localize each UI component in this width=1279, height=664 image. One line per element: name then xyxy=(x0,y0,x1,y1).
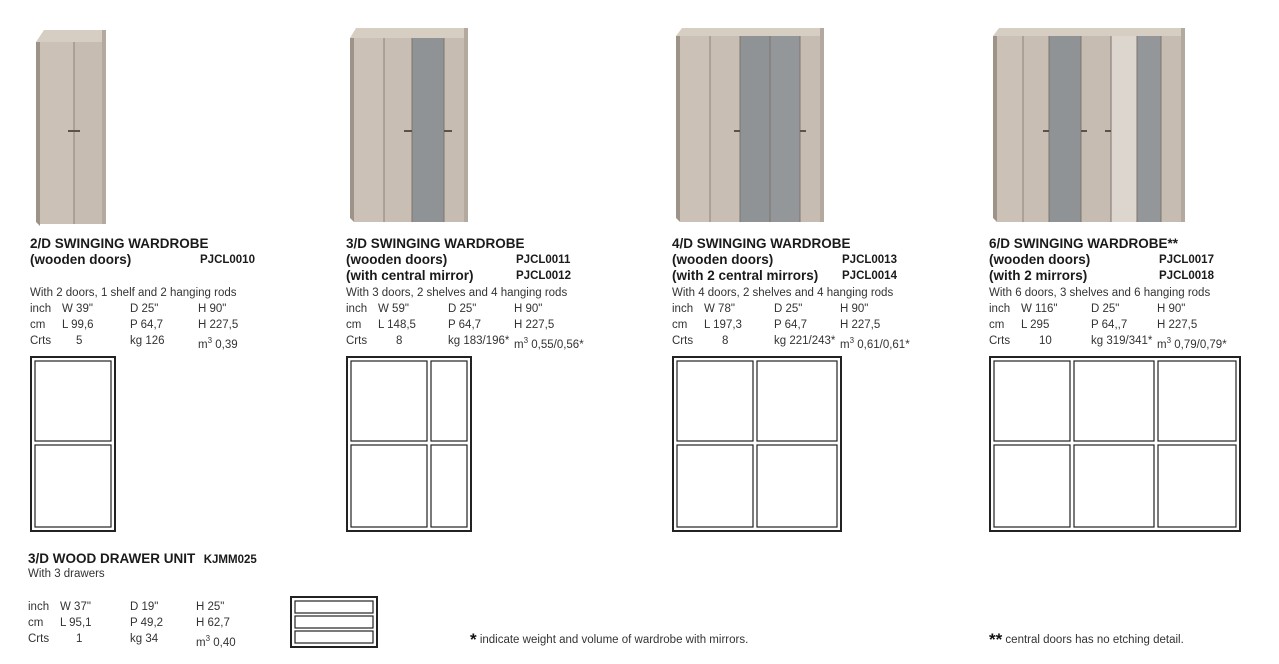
spec-height-cm: H 227,5 xyxy=(514,319,555,331)
variant-mirror: (with central mirror) xyxy=(346,268,474,283)
spec-height-cm: H 227,5 xyxy=(198,319,239,331)
spec-height: H 25" xyxy=(196,601,225,613)
product-title: 3/D SWINGING WARDROBE xyxy=(346,236,525,251)
wardrobe-6-door-image xyxy=(989,26,1209,234)
wardrobe-3-door-image xyxy=(346,26,566,234)
spec-cm-label: cm xyxy=(989,319,1005,331)
product-description: With 6 doors, 3 shelves and 6 hanging rods xyxy=(989,287,1211,299)
spec-weight: kg 319/341* xyxy=(1091,335,1153,347)
spec-length: L 295 xyxy=(1021,319,1050,331)
interior-plan-6d xyxy=(989,356,1241,532)
spec-cm-label: cm xyxy=(28,617,44,629)
product-code: PJCL0017 xyxy=(1159,254,1214,266)
spec-inch-label: inch xyxy=(672,303,694,315)
spec-height: H 90" xyxy=(1157,303,1186,315)
product-code: PJCL0013 xyxy=(842,254,897,266)
spec-volume: $m^3$ 0,79/0,79* xyxy=(1157,336,1227,351)
spec-cm-label: cm xyxy=(30,319,46,331)
spec-volume: $m^3$ 0,61/0,61* xyxy=(840,336,910,351)
spec-inch-label: inch xyxy=(346,303,368,315)
product-code-mirror: PJCL0014 xyxy=(842,270,897,282)
interior-plan-3d xyxy=(346,356,472,532)
spec-crts: 5 xyxy=(76,335,83,347)
product-code: PJCL0011 xyxy=(516,254,571,266)
spec-depth: D 25" xyxy=(1091,303,1120,315)
spec-inch-label: inch xyxy=(28,601,50,613)
spec-length: L 95,1 xyxy=(60,617,92,629)
variant-wooden: (wooden doors) xyxy=(672,252,774,267)
wardrobe-2-door-image xyxy=(30,26,250,234)
spec-crts-label: Crts xyxy=(346,335,368,347)
product-title: 6/D SWINGING WARDROBE** xyxy=(989,236,1179,251)
footnote-etching-text: central doors has no etching detail. xyxy=(1002,634,1184,646)
spec-crts: 8 xyxy=(396,335,403,347)
variant-mirror: (with 2 central mirrors) xyxy=(672,268,819,283)
spec-width: W 78" xyxy=(704,303,735,315)
spec-crts: 8 xyxy=(722,335,729,347)
spec-depth: D 19" xyxy=(130,601,159,613)
variant-wooden: (wooden doors) xyxy=(989,252,1091,267)
spec-height: H 90" xyxy=(514,303,543,315)
variant-mirror: (with 2 mirrors) xyxy=(989,268,1088,283)
interior-plan-4d xyxy=(672,356,842,532)
spec-cm-label: cm xyxy=(672,319,688,331)
spec-volume: $m^3$ 0,40 xyxy=(196,634,236,649)
footnote-double-asterisk: ** xyxy=(989,630,1003,649)
spec-width: W 116" xyxy=(1021,303,1058,315)
spec-length: L 148,5 xyxy=(378,319,416,331)
spec-depth: D 25" xyxy=(448,303,477,315)
drawer-description: With 3 drawers xyxy=(28,568,105,580)
spec-crts-label: Crts xyxy=(989,335,1011,347)
footnote-etching xyxy=(989,630,1184,650)
spec-height: H 90" xyxy=(840,303,869,315)
spec-p: P 64,7 xyxy=(774,319,808,331)
spec-p: P 64,7 xyxy=(448,319,482,331)
spec-crts-label: Crts xyxy=(672,335,694,347)
product-code-mirror: PJCL0018 xyxy=(1159,270,1214,282)
wardrobe-4-door-image xyxy=(672,26,892,234)
spec-p: P 49,2 xyxy=(130,617,164,629)
product-title: 2/D SWINGING WARDROBE xyxy=(30,236,209,251)
footnote-asterisk: * xyxy=(470,630,477,649)
spec-height-cm: H 227,5 xyxy=(1157,319,1198,331)
spec-width: W 59" xyxy=(378,303,409,315)
spec-p: P 64,7 xyxy=(130,319,164,331)
spec-width: W 37" xyxy=(60,601,91,613)
variant-wooden: (wooden doors) xyxy=(30,252,132,267)
spec-weight: kg 126 xyxy=(130,335,165,347)
drawer-title: 3/D WOOD DRAWER UNIT xyxy=(28,551,196,566)
spec-crts-label: Crts xyxy=(30,335,52,347)
interior-plan-2d xyxy=(30,356,116,532)
spec-crts-label: Crts xyxy=(28,633,50,645)
product-description: With 2 doors, 1 shelf and 2 hanging rods xyxy=(30,287,237,299)
drawer-unit-plan xyxy=(290,596,378,648)
spec-weight: kg 34 xyxy=(130,633,159,645)
spec-volume: $m^3$ 0,55/0,56* xyxy=(514,336,584,351)
variant-wooden: (wooden doors) xyxy=(346,252,448,267)
spec-cm-label: cm xyxy=(346,319,362,331)
drawer-code: KJMM025 xyxy=(203,554,257,566)
spec-height: H 90" xyxy=(198,303,227,315)
spec-height-cm: H 62,7 xyxy=(196,617,230,629)
spec-volume: $m^3$ 0,39 xyxy=(198,336,238,351)
product-description: With 4 doors, 2 shelves and 4 hanging rods xyxy=(672,287,894,299)
spec-depth: D 25" xyxy=(774,303,803,315)
spec-width: W 39" xyxy=(62,303,93,315)
drawer-title-row xyxy=(28,550,257,568)
spec-length: L 197,3 xyxy=(704,319,742,331)
product-code-mirror: PJCL0012 xyxy=(516,270,571,282)
footnote-mirrors-text: indicate weight and volume of wardrobe with mirrors. xyxy=(476,634,749,646)
spec-crts: 1 xyxy=(76,633,83,645)
product-code: PJCL0010 xyxy=(200,254,255,266)
spec-weight: kg 221/243* xyxy=(774,335,836,347)
spec-height-cm: H 227,5 xyxy=(840,319,881,331)
spec-length: L 99,6 xyxy=(62,319,94,331)
spec-crts: 10 xyxy=(1039,335,1052,347)
spec-depth: D 25" xyxy=(130,303,159,315)
spec-weight: kg 183/196* xyxy=(448,335,510,347)
product-title: 4/D SWINGING WARDROBE xyxy=(672,236,851,251)
spec-inch-label: inch xyxy=(30,303,52,315)
spec-p: P 64,,7 xyxy=(1091,319,1128,331)
footnote-mirrors xyxy=(470,630,748,650)
product-description: With 3 doors, 2 shelves and 4 hanging rods xyxy=(346,287,568,299)
spec-inch-label: inch xyxy=(989,303,1011,315)
